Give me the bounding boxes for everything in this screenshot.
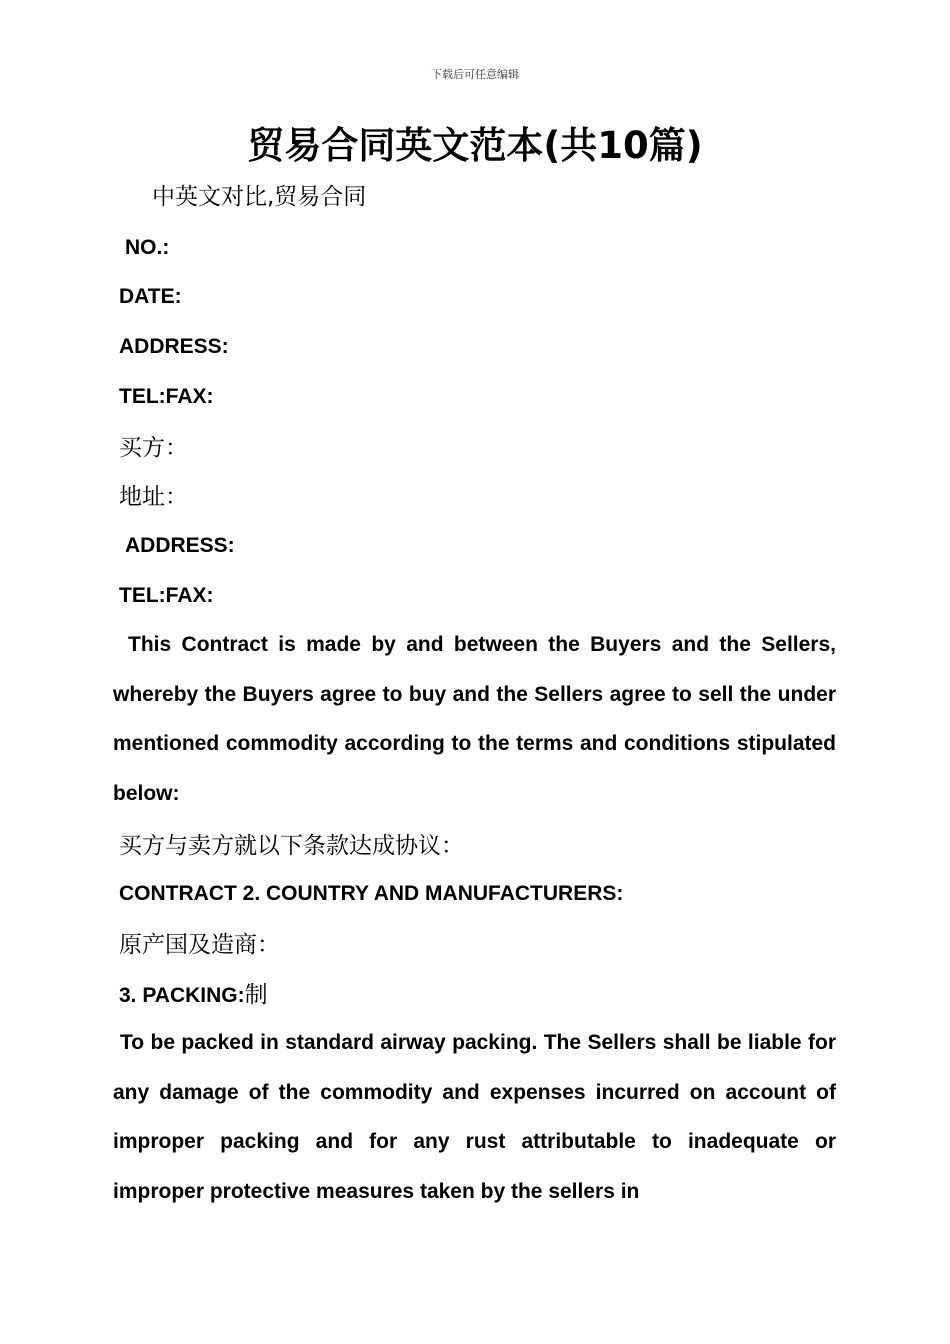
clause-2-heading: CONTRACT 2. COUNTRY AND MANUFACTURERS: xyxy=(119,882,624,905)
document-title: 贸易合同英文范本(共10篇) xyxy=(247,124,703,167)
clause-3-heading-cn: 制 xyxy=(244,982,268,1008)
field-buyer-address-cn: 地址： xyxy=(119,484,188,510)
contract-intro-cn: 买方与卖方就以下条款达成协议： xyxy=(119,833,464,859)
field-date: DATE: xyxy=(119,285,182,308)
field-address: ADDRESS: xyxy=(119,335,229,358)
clause-3-heading: 3. PACKING: xyxy=(119,984,245,1007)
document-subtitle: 中英文对比,贸易合同 xyxy=(152,184,367,210)
contract-intro-paragraph: This Contract is made by and between the Buyers and the Sellers, whereby the Buyers agree to buy and the Sellers agree to sell the under mentioned commodity according to the terms and conditions stipulated below: xyxy=(113,633,836,805)
packing-paragraph: To be packed in standard airway packing. The Sellers shall be liable for any damage of the commodity and expenses incurred on account of improper packing and for any rust attributable to inadequate or improper protective measures taken by the sellers in xyxy=(113,1031,836,1203)
clause-3-heading-line xyxy=(119,982,268,1009)
field-buyer: 买方： xyxy=(119,435,188,461)
field-telfax: TEL:FAX: xyxy=(119,385,214,408)
clause-2-cn: 原产国及造商： xyxy=(119,932,280,958)
field-no: NO.: xyxy=(125,236,170,259)
page-header-note: 下载后可任意编辑 xyxy=(431,68,519,81)
field-buyer-address: ADDRESS: xyxy=(125,534,235,557)
field-buyer-telfax: TEL:FAX: xyxy=(119,584,214,607)
